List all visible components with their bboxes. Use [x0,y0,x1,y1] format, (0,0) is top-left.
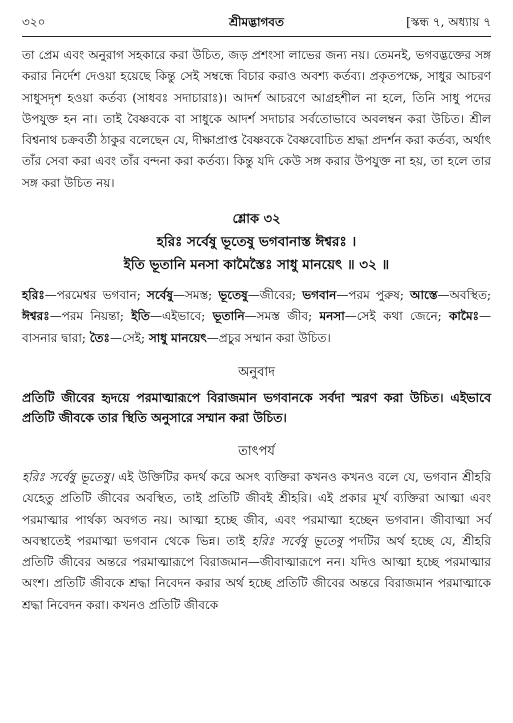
intro-paragraph: তা প্রেম এবং অনুরাগ সহকারে করা উচিত, জড় প্রশংসা লাভের জন্য নয়। তেমনই, ভগবদ্ভক্তের সঙ্গ করার নির্দেশ দেওয়া হয়েছে কিন্তু সেই সম্বন্ধে বিচার করাও অবশ্য কর্তব্য। প্রকৃতপক্ষে, সাধুর আচরণ সাধুসদৃশ হওয়া কর্তব্য (সাধবঃ সদাচারাঃ)। আদর্শ আচরণে আগ্রহশীল না হলে, তিনি সাধু পদের উপযুক্ত হন না। তাই বৈষ্ণবকে বা সাধুকে আদর্শ সদাচার সর্বতোভাবে অবলম্বন করা উচিত। শ্রীল বিশ্বনাথ চক্রবর্তী ঠাকুর বলেছেন যে, দীক্ষাপ্রাপ্ত বৈষ্ণবকে বৈষ্ণবোচিত শ্রদ্ধা প্রদর্শন করা কর্তব্য, অর্থাৎ তাঁর সেবা করা এবং তাঁর বন্দনা করা কর্তব্য। কিন্তু যদি কেউ সঙ্গ করার উপযুক্ত না হয়, তা হলে তার সঙ্গ করা উচিত নয়। [22,48,491,190]
synonym-meaning: সেই; [121,330,149,345]
page-header [22,10,491,37]
purport-text: পদটির অর্থ হচ্ছে যে, শ্রীহরি প্রতিটি জীবের অন্তরে পরমাত্মারূপে বিরাজমান—জীবাত্মারূপে নন। যদিও আত্মা হচ্ছে পরমাত্মার অংশ। প্রতিটি জীবকে শ্রদ্ধা নিবেদন করার অর্থ হচ্ছে প্রতিটি জীবের অন্তরে বিরাজমান পরমাত্মাকে শ্রদ্ধা নিবেদন করা। কখনও প্রতিটি জীবকে [22,533,491,612]
synonym-meaning: পরম পুরুষ; [348,288,411,303]
page-number: ৩২০ [22,15,46,29]
purport-heading: তাৎপর্য [238,443,275,459]
synonym-term: ঈশ্বরঃ [22,309,50,324]
synonym-meaning: সেই কথা জেনে; [356,309,450,324]
synonym-term: কামৈঃ [449,309,480,324]
synonym-term: ভূতেষু [218,288,248,303]
synonym-term: মনসা [319,309,345,324]
synonym-term: ইতি [131,309,150,324]
verse-line: হরিঃ সর্বেষু ভূতেষু ভগবানাস্ত ঈশ্বরঃ । [156,234,357,251]
synonym-term: আস্তে [410,288,438,303]
synonym-meaning: প্রচুর সম্মান করা উচিত। [218,330,331,345]
synonym-meaning: বাসনার দ্বারা; [22,330,90,345]
synonym-meaning: পরমেশ্বর ভগবান; [56,288,147,303]
verse-line: ইতি ভূতানি মনসা কামৈস্তৈঃ সাধু মানয়েৎ ॥ ৩২ ॥ [123,257,390,274]
translation-text: প্রতিটি জীবের হৃদয়ে পরমাত্মারূপে বিরাজমান ভগবানকে সর্বদা স্মরণ করা উচিত। এইভাবে প্রতিটি জীবকে তার স্থিতি অনুসারে সম্মান করা উচিত। [22,389,491,425]
synonym-term: হরিঃ [22,288,45,303]
purport-paragraph [22,467,491,616]
book-title: শ্রীমদ্ভাগবত [228,15,284,29]
translation-heading: অনুবাদ [238,364,275,380]
purport-quote: হরিঃ সর্বেষু ভূতেষু [251,533,343,548]
synonym-term: ভূতানি [212,309,245,324]
chapter-reference: [স্কন্ধ ৭, অধ্যায় ৭ [406,15,491,29]
synonym-term: ভগবান [302,288,337,303]
synonym-term: সর্বেষু [146,288,173,303]
synonym-meaning: এইভাবে; [161,309,213,324]
synonym-meaning: জীবের; [259,288,303,303]
synonym-meaning: সমস্ত জীব; [256,309,320,324]
synonym-term: সাধু মানয়েৎ [148,330,207,345]
verse-title: শ্লোক ৩২ [232,212,281,228]
synonym-term: তৈঃ [89,330,110,345]
synonym-meaning: সমস্ত; [184,288,219,303]
purport-text: এই উক্তিটির কদর্থ করে অসৎ ব্যক্তিরা কখনও কখনও বলে যে, ভগবান শ্রীহরি যেহেতু প্রতিটি জীবের অবস্থিত, তাই প্রতিটি জীবই শ্রীহরি। এই প্রকার মূর্খ ব্যক্তিরা আত্মা এবং পরমাত্মার পার্থক্য অবগত নয়। আত্মা হচ্ছে জীব, এবং পরমাত্মা হচ্ছেন ভগবান। জীবাত্মা সর্ব অবস্থাতেই পরমাত্মা ভগবান থেকে ভিন্ন। তাই [22,469,491,548]
synonym-meaning: পরম নিয়ন্তা; [61,309,132,324]
purport-quote: হরিঃ সর্বেষু ভূতেষু। [22,469,114,484]
synonym-meaning: অবস্থিত; [449,288,491,303]
synonyms-paragraph: হরিঃ—পরমেশ্বর ভগবান; সর্বেষু—সমস্ত; ভূতেষু—জীবের; ভগবান—পরম পুরুষ; আস্তে—অবস্থিত; ঈশ্বরঃ—পরম নিয়ন্তা; ইতি—এইভাবে; ভূতানি—সমস্ত জীব; মনসা—সেই কথা জেনে; কামৈঃ—বাসনার দ্বারা; তৈঃ—সেই; সাধু মানয়েৎ—প্রচুর সম্মান করা উচিত। [22,288,492,345]
